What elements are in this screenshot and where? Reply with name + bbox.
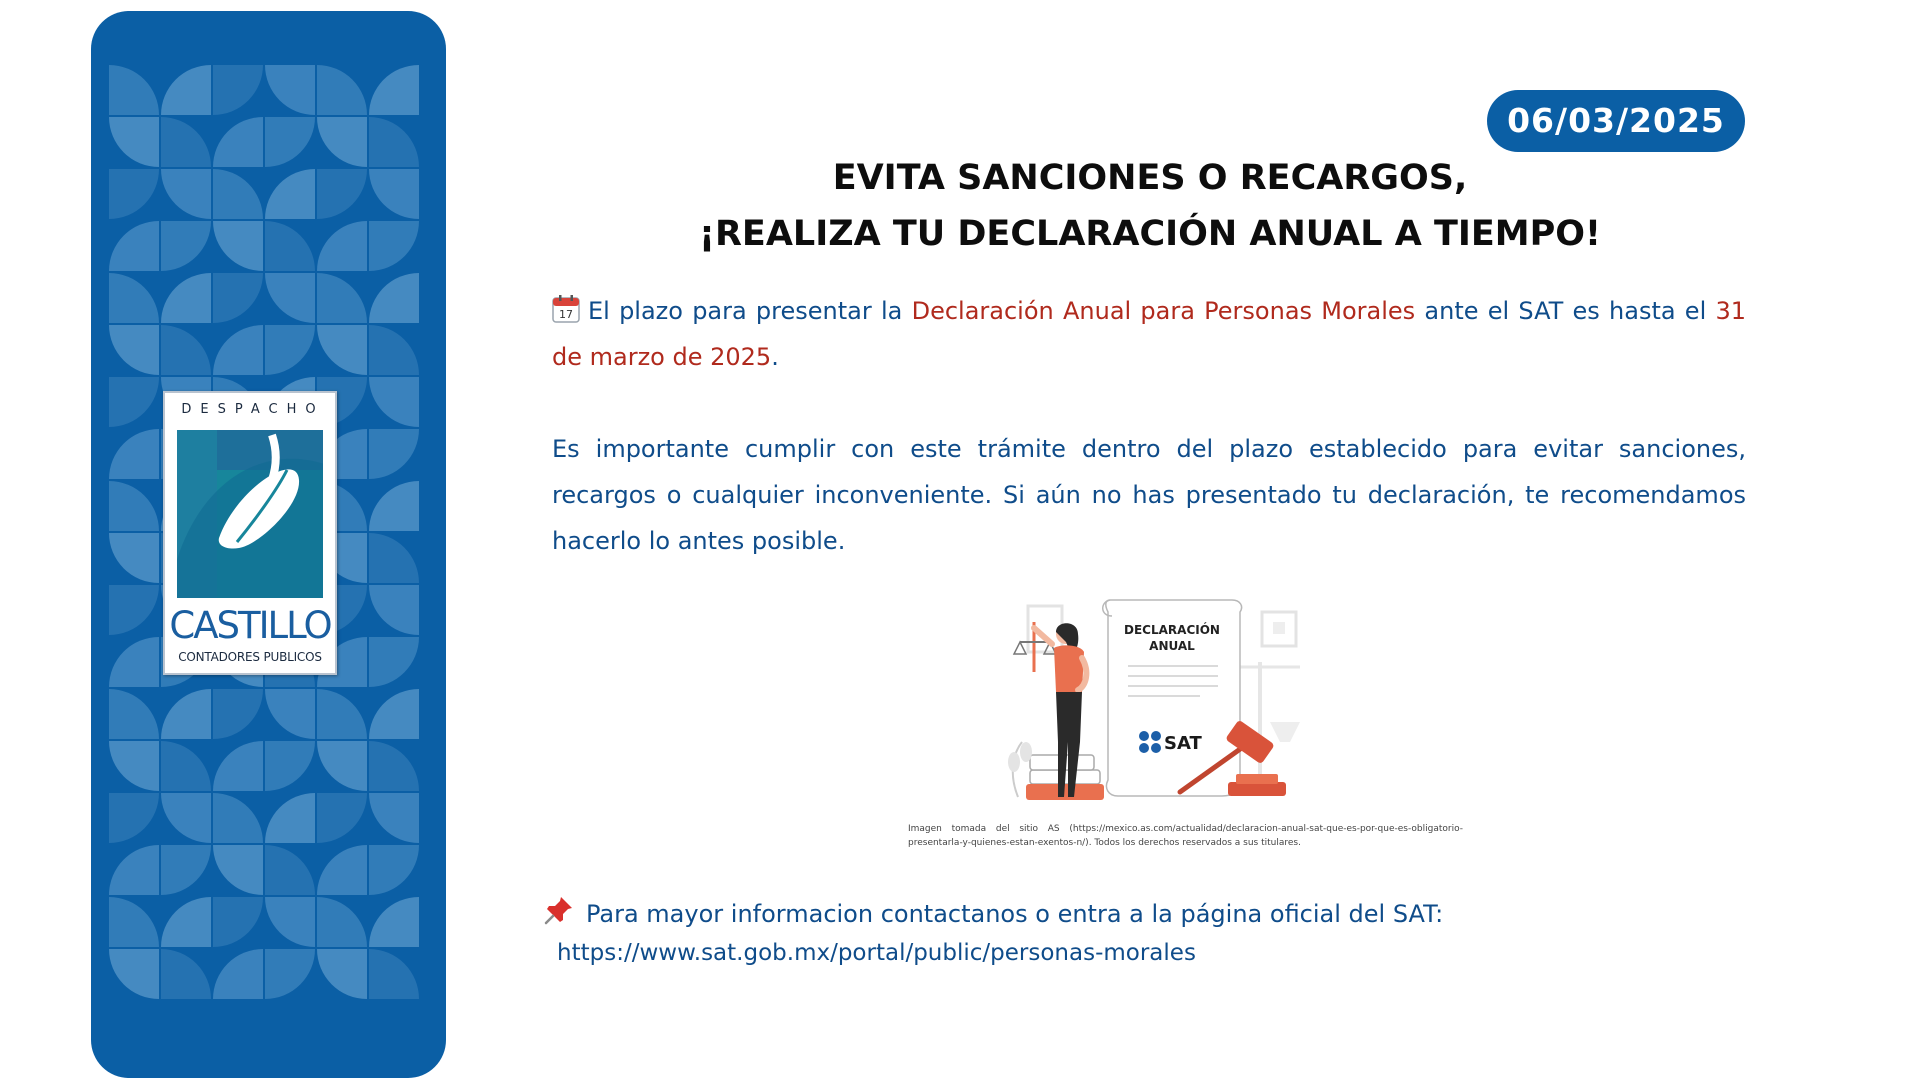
pattern-quarter-circle xyxy=(265,793,315,843)
pattern-quarter-circle xyxy=(109,689,159,739)
pattern-quarter-circle xyxy=(161,325,211,375)
pattern-quarter-circle xyxy=(265,117,315,167)
pattern-quarter-circle xyxy=(265,897,315,947)
pattern-quarter-circle xyxy=(213,221,263,271)
sidebar-panel xyxy=(91,11,446,1078)
pattern-quarter-circle xyxy=(317,325,367,375)
title-line-1: EVITA SANCIONES O RECARGOS, xyxy=(832,158,1468,198)
pattern-quarter-circle xyxy=(213,65,263,115)
pattern-quarter-circle xyxy=(265,741,315,791)
pattern-quarter-circle xyxy=(317,741,367,791)
pattern-quarter-circle xyxy=(265,273,315,323)
pattern-quarter-circle xyxy=(109,65,159,115)
image-credit-caption: Imagen tomada del sitio AS (https://mexico.as.com/actualidad/declaracion-anual-sat-que-es-por-que-es-obligatorio-presentarla-y-quienes-estan-exentos-n/). Todos los derechos reservados a sus titulares. xyxy=(908,824,1463,848)
pattern-quarter-circle xyxy=(213,325,263,375)
pattern-quarter-circle xyxy=(109,273,159,323)
pattern-quarter-circle xyxy=(369,533,419,583)
pattern-quarter-circle xyxy=(161,897,211,947)
pattern-quarter-circle xyxy=(317,845,367,895)
contact-line xyxy=(544,894,1744,934)
pattern-quarter-circle xyxy=(265,325,315,375)
pattern-quarter-circle xyxy=(161,273,211,323)
pattern-quarter-circle xyxy=(161,793,211,843)
logo-subtitle: CONTADORES PUBLICOS xyxy=(178,650,322,664)
tax-declaration-illustration xyxy=(1000,592,1330,812)
pattern-quarter-circle xyxy=(161,117,211,167)
pattern-quarter-circle xyxy=(109,533,159,583)
pattern-quarter-circle xyxy=(213,689,263,739)
pattern-quarter-circle xyxy=(369,585,419,635)
pattern-quarter-circle xyxy=(317,689,367,739)
pattern-quarter-circle xyxy=(161,845,211,895)
pattern-quarter-circle xyxy=(265,845,315,895)
pattern-quarter-circle xyxy=(213,117,263,167)
pattern-quarter-circle xyxy=(213,273,263,323)
pattern-quarter-circle xyxy=(109,793,159,843)
reminder-paragraph: Es importante cumplir con este trámite dentro del plazo establecido para evitar sanciones, recargos o cualquier inconveniente. Si aún no has presentado tu declaración, te recomendamos hacerlo lo antes posible. xyxy=(552,435,1746,555)
pattern-quarter-circle xyxy=(109,169,159,219)
pattern-quarter-circle xyxy=(369,689,419,739)
pattern-quarter-circle xyxy=(317,793,367,843)
pattern-quarter-circle xyxy=(265,221,315,271)
logo-mark-icon xyxy=(177,430,323,598)
pattern-quarter-circle xyxy=(317,117,367,167)
pattern-quarter-circle xyxy=(317,169,367,219)
pattern-quarter-circle xyxy=(213,897,263,947)
company-logo xyxy=(163,391,337,675)
date-badge: 06/03/2025 xyxy=(1487,90,1745,152)
pattern-quarter-circle xyxy=(109,221,159,271)
pattern-quarter-circle xyxy=(109,845,159,895)
pattern-quarter-circle xyxy=(109,481,159,531)
deadline-highlight-date: 31 de marzo de 2025 xyxy=(552,297,1747,371)
pattern-quarter-circle xyxy=(161,949,211,999)
doc-title-line-1: DECLARACIÓN xyxy=(1124,623,1220,637)
pattern-quarter-circle xyxy=(109,741,159,791)
pattern-quarter-circle xyxy=(213,169,263,219)
pattern-quarter-circle xyxy=(213,845,263,895)
pattern-quarter-circle xyxy=(109,897,159,947)
pattern-quarter-circle xyxy=(369,429,419,479)
logo-name: CASTILLO xyxy=(169,604,331,647)
deadline-text-c: ante el SAT es hasta el xyxy=(1415,297,1716,325)
pattern-quarter-circle xyxy=(369,793,419,843)
pattern-quarter-circle xyxy=(265,689,315,739)
page-title xyxy=(560,150,1740,262)
pattern-quarter-circle xyxy=(369,481,419,531)
pattern-quarter-circle xyxy=(109,117,159,167)
pattern-quarter-circle xyxy=(265,949,315,999)
pattern-quarter-circle xyxy=(369,377,419,427)
pattern-quarter-circle xyxy=(109,585,159,635)
pattern-quarter-circle xyxy=(109,377,159,427)
pattern-quarter-circle xyxy=(265,169,315,219)
sat-logo-text: SAT xyxy=(1164,733,1202,754)
pattern-quarter-circle xyxy=(369,325,419,375)
pattern-quarter-circle xyxy=(109,325,159,375)
pattern-quarter-circle xyxy=(161,221,211,271)
pattern-quarter-circle xyxy=(317,221,367,271)
pattern-quarter-circle xyxy=(317,273,367,323)
pattern-quarter-circle xyxy=(109,429,159,479)
logo-top-text: DESPACHO xyxy=(181,402,325,417)
pattern-quarter-circle xyxy=(317,65,367,115)
pattern-quarter-circle xyxy=(161,689,211,739)
pattern-quarter-circle xyxy=(161,741,211,791)
pattern-quarter-circle xyxy=(109,637,159,687)
pattern-quarter-circle xyxy=(369,273,419,323)
deadline-text-a: El plazo para presentar la xyxy=(588,297,912,325)
doc-title-line-2: ANUAL xyxy=(1149,639,1195,653)
pattern-quarter-circle xyxy=(317,897,367,947)
pattern-quarter-circle xyxy=(109,949,159,999)
title-line-2: ¡REALIZA TU DECLARACIÓN ANUAL A TIEMPO! xyxy=(699,214,1601,254)
pattern-quarter-circle xyxy=(369,949,419,999)
pattern-quarter-circle xyxy=(369,169,419,219)
pattern-quarter-circle xyxy=(213,741,263,791)
contact-text: Para mayor informacion contactanos o entra a la página oficial del SAT: xyxy=(586,900,1444,928)
pattern-quarter-circle xyxy=(369,65,419,115)
svg-text:17: 17 xyxy=(559,308,573,321)
pattern-quarter-circle xyxy=(213,949,263,999)
pattern-quarter-circle xyxy=(161,169,211,219)
pattern-quarter-circle xyxy=(369,897,419,947)
calendar-icon xyxy=(552,295,580,323)
deadline-highlight-declaracion: Declaración Anual para Personas Morales xyxy=(911,297,1416,325)
deadline-text-e: . xyxy=(771,343,779,371)
pattern-quarter-circle xyxy=(369,637,419,687)
pattern-quarter-circle xyxy=(369,741,419,791)
pattern-quarter-circle xyxy=(213,793,263,843)
pattern-quarter-circle xyxy=(161,65,211,115)
pushpin-icon xyxy=(544,895,574,925)
pattern-quarter-circle xyxy=(369,845,419,895)
deadline-paragraph xyxy=(552,288,1746,380)
pattern-quarter-circle xyxy=(317,949,367,999)
pattern-quarter-circle xyxy=(265,65,315,115)
pattern-quarter-circle xyxy=(369,117,419,167)
pattern-quarter-circle xyxy=(369,221,419,271)
sat-url-link[interactable]: https://www.sat.gob.mx/portal/public/personas-morales xyxy=(557,940,1196,966)
